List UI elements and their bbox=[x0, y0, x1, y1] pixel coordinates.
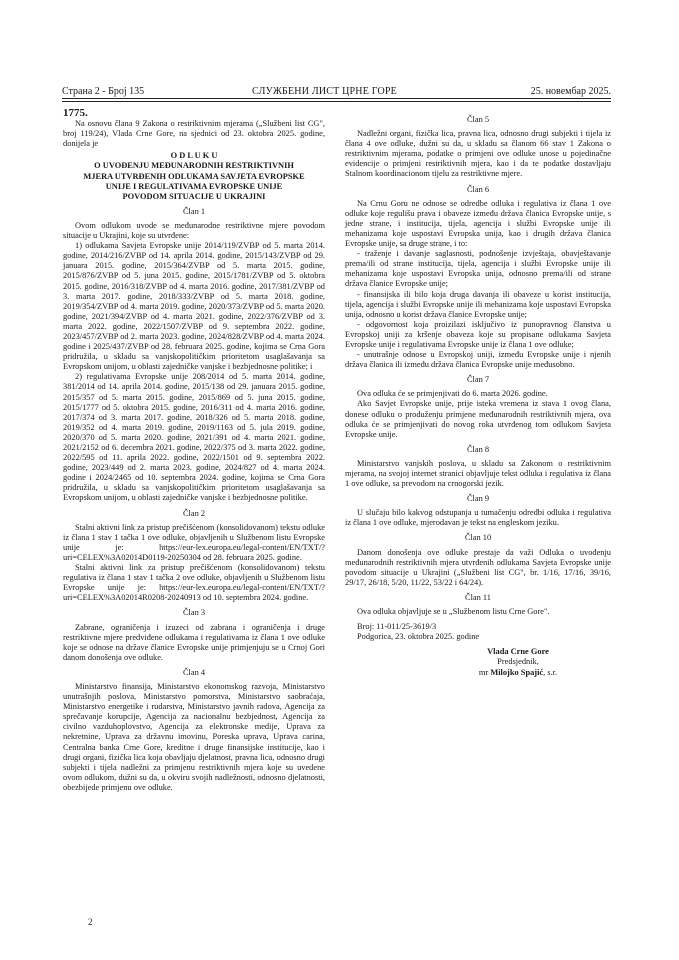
place-date: Podgorica, 23. oktobra 2025. godine bbox=[357, 632, 480, 642]
article-heading: Član 7 bbox=[466, 375, 490, 385]
title-line: O D L U K U bbox=[170, 151, 218, 161]
article-paragraph: Zabrane, ograničenja i izuzeci od zabrana i ograničenja i druge restriktivne mjere predviđene odlukama i regulativama iz člana 1 ove odluke koje se odnose na države članice Evropske unije primjenjuju se u Crnoj Gori danom donošenja ove odluke. bbox=[63, 622, 325, 662]
article-paragraph: 2) regulativama Evropske unije 208/2014 od 5. marta 2014. godine, 381/2014 od 14. aprila 2014. godine, 2015/138 od 29. januara 2015. godine, 2015/357 od 5. marta 2015. godine, 2015/869 od 5. juna 2015. godine, 2015/1777 od 5. oktobra 2015. godine, 2016/311 od 4. marta 2016. godine, 2017/374 od 3. marta 2017. godine, 2018/326 od 5. marta 2018. godine, 2019/352 od 4. marta 2019. godine, 2019/1163 od 5. jula 2019. godine, 2020/370 od 5. marta 2020. godine, 2021/391 od 4. marta 2021. godine, 2021/2152 od 6. decembra 2021. godine, 2022/375 od 3. marta 2022. godine, 2022/595 od 11. aprila 2022. godine, 2022/1501 od 9. septembra 2022. godine, 2023/449 od 2. marta 2023. godine, 2024/827 od 4. marta 2024. godine i 2024/2465 od 10. septembra 2024. godine, kojima se Crna Gora pridružila, u skladu sa vanjskopolitičkim prioritetom usaglašavanja sa Evropskom unijom, u oblasti zajedničke vanjske i bezbjednosne politike. bbox=[63, 372, 325, 503]
article-heading: Član 8 bbox=[466, 444, 490, 454]
list-item: - odgovornost koja proizilazi isključivo iz punopravnog članstva u Evropskoj uniji za kršenje obaveza koje su propisane odlukama Savjeta Evropske unije i regulativama Evropske unije iz člana 1 ove odluke; bbox=[345, 319, 611, 349]
signatory-suffix: , s.r. bbox=[543, 667, 558, 677]
signatory-line bbox=[425, 668, 611, 678]
article-heading: Član 9 bbox=[466, 494, 490, 504]
government-name: Vlada Crne Gore bbox=[487, 647, 549, 657]
article-heading: Član 3 bbox=[182, 608, 206, 618]
right-column bbox=[345, 110, 611, 678]
article-heading: Član 10 bbox=[464, 533, 492, 543]
article-paragraph: Ova odluka objavljuje se u „Službenom listu Crne Gore". bbox=[357, 607, 550, 617]
decision-title bbox=[63, 151, 325, 201]
signature-block bbox=[425, 647, 611, 677]
document-number: Broj: 11-011/25-3619/3 bbox=[357, 622, 437, 632]
article-paragraph: Na Crnu Goru ne odnose se odredbe odluka i regulativa iz člana 1 ove odluke koje regulišu prava i obaveze između država članica Evropske unije, s jedne strane, i institucija, tijela, agencija i službi Evropske unije ili mehanizama koje uspostavi Evropska unija, kao i drugih država članica Evropske unije, sa druge strane, i to: bbox=[345, 198, 611, 249]
article-paragraph: Stalni aktivni link za pristup prečišćenom (konsolidovanom) tekstu odluke iz člana 1 stav 1 tačka 1 ove odluke, objavljenih u Službenom listu Evropske unije je: https://eur-lex.europa.eu/legal-content/EN/TXT/?uri=CELEX%3A02014D0119-20250304 od 28. februara 2025. godine. bbox=[63, 522, 325, 562]
list-item: - unutrašnje odnose u Evropskoj uniji, između Evropske unije i njenih država članica ili između država članica Evropske unije međusobno. bbox=[345, 350, 611, 370]
header-rule-top bbox=[62, 98, 611, 99]
page-number: 2 bbox=[88, 917, 93, 927]
article-paragraph: Nadležni organi, fizička lica, pravna lica, odnosno drugi subjekti i tijela iz člana 4 ove odluke, dužni su da, u skladu sa članom 66 stav 1 Zakona o restriktivnim mjerama, podatke o primjeni ove odluke unose u pojedinačne evidencije o primjeni restriktivnih mjera, kao i da te podatke dostavljaju Stalnom koordinacionom tijelu za restriktivne mjere. bbox=[345, 129, 611, 179]
article-paragraph: 1) odlukama Savjeta Evropske unije 2014/119/ZVBP od 5. marta 2014. godine, 2014/216/ZVBP od 14. aprila 2014. godine, 2015/143/ZVBP od 29. januara 2015. godine, 2015/364/ZVBP od 5. marta 2015. godine, 2015/876/ZVBP od 5. juna 2015. godine, 2015/1781/ZVBP od 5. oktobra 2015. godine, 2016/318/ZVBP od 4. marta 2016. godine, 2017/381/ZVBP od 3. marta 2017. godine, 2018/333/ZVBP od 5. marta 2018. godine, 2019/354/ZVBP od 4. marta 2019. godine, 2020/373/ZVBP od 5. marta 2020. godine, 2021/394/ZVBP od 4. marta 2021. godine, 2022/376/ZVBP od 3. marta 2022. godine, 2022/1507/ZVBP od 9. septembra 2022. godine, 2023/457/ZVBP od 2. marta 2023. godine, 2024/828/ZVBP od 4. marta 2024. godine i 2025/437/ZVBP od 28. februara 2025. godine, kojima se Crna Gora pridružila, u skladu sa vanjskopolitičkim prioritetom usaglašavanja sa Evropskom unijom, u oblasti zajedničke vanjske i bezbjednosne politike; i bbox=[63, 241, 325, 372]
left-column bbox=[63, 108, 325, 793]
article-heading: Član 2 bbox=[182, 508, 206, 518]
title-line: MJERA UTVRĐENIH ODLUKAMA SAVJETA EVROPSKE bbox=[83, 171, 305, 181]
title-line: O UVOĐENJU MEĐUNARODNIH RESTRIKTIVNIH bbox=[94, 161, 294, 171]
article-paragraph: Stalni aktivni link za pristup prečišćenom (konsolidovanom) tekstu regulativa iz člana 1 stav 1 tačka 2 ove odluke, objavljenih u Službenom listu Evropske unije je: https://eur-lex.europa.eu/legal-content/EN/TXT/?uri=CELEX%3A02014R0208-20240913 od 10. septembra 2024. godine. bbox=[63, 563, 325, 603]
article-heading: Član 4 bbox=[182, 667, 206, 677]
article-heading: Član 1 bbox=[182, 206, 206, 216]
signatory-role: Predsjednik, bbox=[497, 657, 539, 667]
gazette-title: СЛУЖБЕНИ ЛИСТ ЦРНЕ ГОРЕ bbox=[252, 86, 397, 97]
article-heading: Član 6 bbox=[466, 184, 490, 194]
list-item: - finansijska ili bilo koja druga davanja ili obaveze u korist institucija, tijela, agencija i službi Evropske unije ili mehanizama koje uspostavi Evropska unija, odnosno u korist država članice Evropske unije; bbox=[345, 289, 611, 319]
article-paragraph: U slučaju bilo kakvog odstupanja u tumačenju odredbi odluka i regulativa iz člana 1 ove odluke, mjerodavan je tekst na engleskom jeziku. bbox=[345, 508, 611, 528]
signatory-name: Milojko Spajić bbox=[490, 667, 544, 677]
intro-paragraph: Na osnovu člana 9 Zakona o restriktivnim mjerama („Službeni list CG", broj 119/24), Vlada Crne Gore, na sjednici od 23. oktobra 2025. godine, donijela je bbox=[63, 119, 325, 149]
article-paragraph: Ministarstvo vanjskih poslova, u skladu sa Zakonom o restriktivnim mjerama, na svojoj internet stranici objavljuje tekst odluka i regulativa iz člana 1 ove odluke, sa prevodom na crnogorski jezik. bbox=[345, 458, 611, 489]
article-paragraph: Danom donošenja ove odluke prestaje da važi Odluka o uvođenju međunarodnih restriktivnih mjera utvrđenih odlukama Savjeta Evropske unije povodom situacije u Ukrajini („Službeni list CG", br. 1/16, 17/16, 39/16, 29/17, 26/18, 5/20, 11/22, 53/22 i 64/24). bbox=[345, 547, 611, 587]
article-heading: Član 5 bbox=[466, 115, 490, 124]
article-paragraph: Ministarstvo finansija, Ministarstvo ekonomskog razvoja, Ministarstvo unutrašnjih poslova, Ministarstvo pomorstva, Ministarstvo saobraćaja, Ministarstvo energetike i rudarstva, Ministarstvo javnih radova, Agencija za sprečavanje korupcije, Agencija za nacionalnu bezbjednost, Agencija za civilno vazduhoplovstvo, Agencija za elektronske medije, Uprava za nekretnine, Uprava za državnu imovinu, Poreska uprava, Uprava carina, Centralna banka Crne Gore, kreditne i druge finansijske institucije, kao i drugi organi, fizička lica koja obavljaju djelatnost, pravna lica, odnosno drugi subjekti i tijela nadležni za primjenu restriktivnih mjera koje su uvedene ovom odlukom, dužni su da, u okviru svojih nadležnosti, odnosno djelatnosti, obezbijede primjenu ove odluke. bbox=[63, 681, 325, 792]
issue-date: 25. новембар 2025. bbox=[530, 86, 611, 97]
list-item: - traženje i davanje saglasnosti, podnošenje izvještaja, obavještavanje prema/ili od strane institucija, tijela, agencija i službi Evropske unije ili mehanizama koje uspostavi Evropska unija, odnosno prema/ili od strane država članice Evropske unije; bbox=[345, 249, 611, 289]
issue-number: Страна 2 - Број 135 bbox=[62, 86, 145, 97]
article-paragraph: Ovom odlukom uvode se međunarodne restriktivne mjere povodom situacije u Ukrajini, koje su utvrđene: bbox=[63, 220, 325, 241]
signatory-prefix: mr bbox=[478, 667, 489, 677]
article-paragraph: Ako Savjet Evropske unije, prije isteka vremena iz stava 1 ovog člana, donese odluku o produženju primjene međunarodnih restriktivnih mjera, ova odluka će se primjenjivati do novog roka utvrđenog tom odlukom Savjeta Evropske unije. bbox=[345, 399, 611, 439]
article-paragraph: Ova odluka će se primjenjivati do 6. marta 2026. godine. bbox=[357, 389, 548, 399]
header-rule-bottom bbox=[62, 101, 611, 102]
title-line: UNIJE I REGULATIVAMA EVROPSKE UNIJE bbox=[105, 181, 283, 191]
article-heading: Član 11 bbox=[465, 592, 491, 602]
act-number: 1775. bbox=[63, 107, 88, 119]
title-line: POVODOM SITUACIJE U UKRAJINI bbox=[122, 191, 266, 201]
